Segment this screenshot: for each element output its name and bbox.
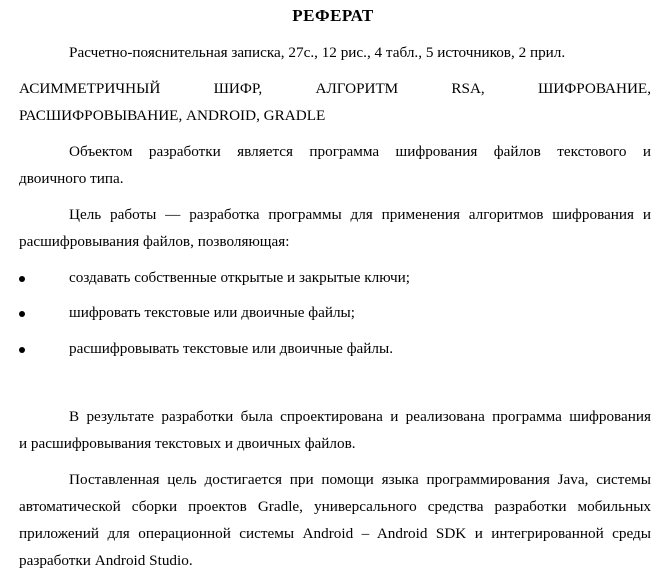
goal-line-1: Цель работы — разработка программы для применения алгоритмов шифрования и: [69, 206, 651, 223]
goal-line-2: расшифровывания файлов, позволяющая:: [19, 233, 290, 250]
list-item: шифровать текстовые или двоичные файлы;: [69, 304, 355, 321]
result-line-2: и расшифровывания текстовых и двоичных файлов.: [19, 435, 356, 452]
means-line-4: разработки Android Studio.: [19, 552, 193, 569]
object-line-1: Объектом разработки является программа шифрования файлов текстового и: [69, 143, 651, 160]
means-line-2: автоматической сборки проектов Gradle, универсального средства разработки мобильных: [19, 498, 651, 515]
document-title: РЕФЕРАТ: [292, 6, 374, 25]
bullet-dot-icon: [19, 304, 27, 312]
means-line-1: Поставленная цель достигается при помощи языка программирования Java, системы: [69, 471, 651, 488]
means-line-3: приложений для операционной системы Android – Android SDK и интегрированной среды: [19, 525, 651, 542]
list-item: создавать собственные открытые и закрытые ключи;: [69, 269, 410, 286]
keywords-line-1: АСИММЕТРИЧНЫЙ ШИФР, АЛГОРИТМ RSA, ШИФРОВАНИЕ,: [19, 80, 651, 97]
list-item: расшифровывать текстовые или двоичные файлы.: [69, 340, 393, 357]
bullet-dot-icon: [19, 340, 27, 348]
result-line-1: В результате разработки была спроектирована и реализована программа шифрования: [69, 408, 651, 425]
bullet-dot-icon: [19, 269, 27, 277]
keywords-line-2: РАСШИФРОВЫВАНИЕ, ANDROID, GRADLE: [19, 107, 326, 124]
object-line-2: двоичного типа.: [19, 170, 124, 187]
summary-line: Расчетно-пояснительная записка, 27с., 12 рис., 4 табл., 5 источников, 2 прил.: [69, 44, 566, 61]
